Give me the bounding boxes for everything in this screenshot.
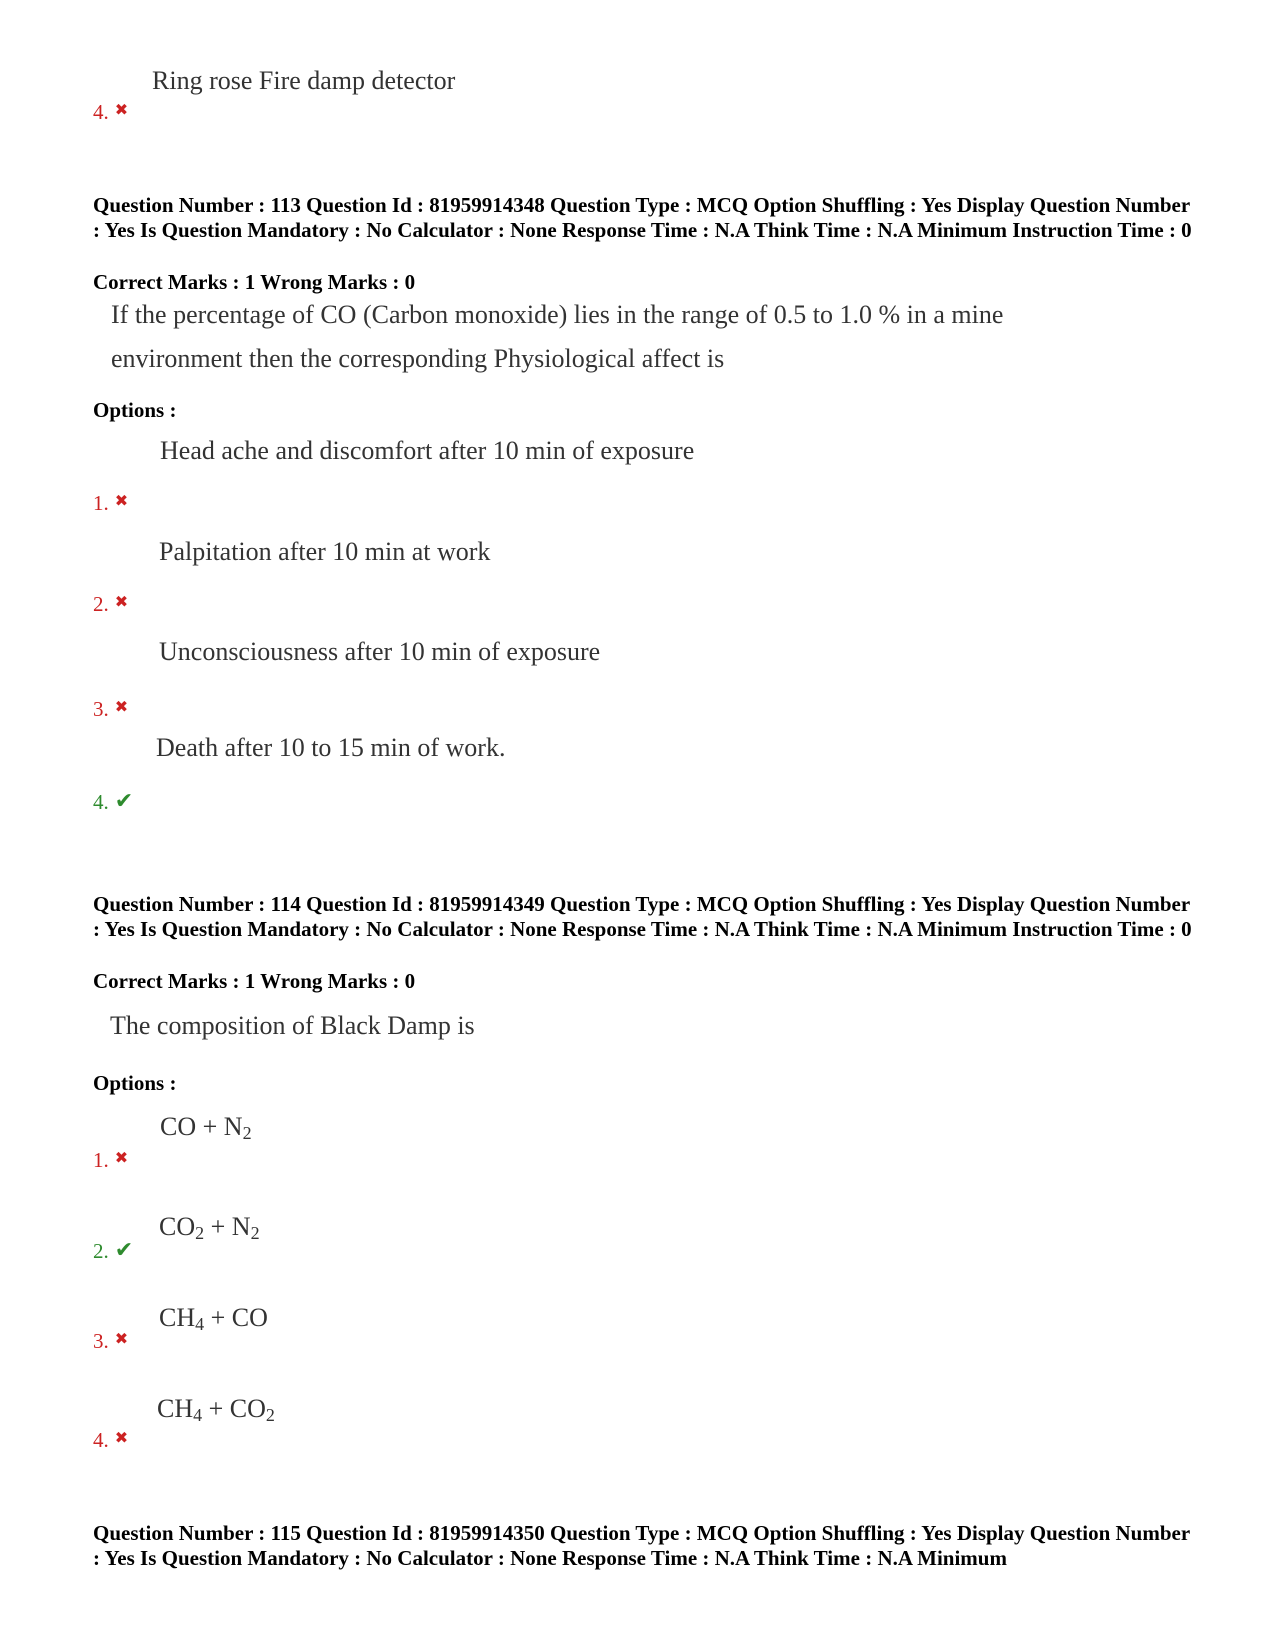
formula-part: CO + N: [160, 1112, 243, 1141]
question-meta: Question Number : 115 Question Id : 81959914350 Question Type : MCQ Option Shuffling : Yes Display Question Number : Yes Is Question Mandatory : No Calculator : None Response Time : N.A Think Time : N.A Minimum: [93, 1521, 1190, 1570]
formula-text: [160, 1112, 252, 1142]
formula-part: + CO: [204, 1303, 268, 1332]
cross-icon: ✖: [114, 1150, 129, 1167]
formula-part: CH: [159, 1303, 196, 1332]
formula-part: CO: [159, 1212, 196, 1241]
option-number-label: 4.: [93, 100, 109, 124]
formula-subscript: 2: [250, 1223, 260, 1243]
cross-icon: ✖: [114, 102, 129, 119]
option-number-label: 3.: [93, 697, 109, 721]
option-number: [93, 1237, 133, 1264]
option-text: Death after 10 to 15 min of work.: [156, 733, 506, 762]
option-text: Unconsciousness after 10 min of exposure: [159, 637, 601, 666]
option-number: [93, 1148, 128, 1173]
formula-subscript: 4: [195, 1314, 205, 1334]
option-number: [93, 491, 128, 516]
formula-text: [159, 1303, 268, 1333]
question-text: The composition of Black Damp is: [110, 1011, 475, 1040]
option-number-label: 1.: [93, 491, 109, 515]
cross-icon: ✖: [114, 594, 129, 611]
option-text: Ring rose Fire damp detector: [152, 66, 456, 95]
option-number: [93, 1428, 128, 1453]
formula-subscript: 2: [195, 1223, 205, 1243]
formula-subscript: 4: [193, 1405, 203, 1425]
question-marks: Correct Marks : 1 Wrong Marks : 0: [93, 969, 416, 993]
question-marks: Correct Marks : 1 Wrong Marks : 0: [93, 270, 416, 294]
option-number-label: 1.: [93, 1148, 109, 1172]
option-number: [93, 1329, 128, 1354]
formula-part: CH: [157, 1394, 194, 1423]
cross-icon: ✖: [114, 1331, 129, 1348]
option-number-label: 4.: [93, 1428, 109, 1452]
option-number: [93, 592, 128, 617]
question-text: environment then the corresponding Physiological affect is: [111, 344, 725, 373]
formula-text: [159, 1212, 260, 1242]
check-icon: ✔: [114, 788, 134, 813]
formula-part: + N: [204, 1212, 251, 1241]
option-text: Head ache and discomfort after 10 min of exposure: [160, 436, 695, 465]
formula-part: + CO: [202, 1394, 266, 1423]
formula-subscript: 2: [242, 1123, 252, 1143]
question-meta: Question Number : 113 Question Id : 81959914348 Question Type : MCQ Option Shuffling : Yes Display Question Number : Yes Is Question Mandatory : No Calculator : None Response Time : N.A Think Time : N.A Minimum Instruction Time : 0: [93, 193, 1192, 242]
formula-subscript: 2: [265, 1405, 275, 1425]
cross-icon: ✖: [114, 699, 129, 716]
check-icon: ✔: [114, 1237, 134, 1262]
option-number: [93, 100, 128, 125]
question-text: If the percentage of CO (Carbon monoxide) lies in the range of 0.5 to 1.0 % in a mine: [111, 300, 1004, 329]
cross-icon: ✖: [114, 1430, 129, 1447]
option-number-label: 2.: [93, 1239, 109, 1263]
option-number-label: 4.: [93, 790, 109, 814]
options-label: Options :: [93, 398, 177, 422]
options-label: Options :: [93, 1071, 177, 1095]
cross-icon: ✖: [114, 493, 129, 510]
question-meta: Question Number : 114 Question Id : 81959914349 Question Type : MCQ Option Shuffling : Yes Display Question Number : Yes Is Question Mandatory : No Calculator : None Response Time : N.A Think Time : N.A Minimum Instruction Time : 0: [93, 892, 1192, 941]
option-number-label: 3.: [93, 1329, 109, 1353]
formula-text: [157, 1394, 275, 1424]
option-number: [93, 697, 128, 722]
option-text: Palpitation after 10 min at work: [159, 537, 491, 566]
option-number: [93, 788, 133, 815]
option-number-label: 2.: [93, 592, 109, 616]
